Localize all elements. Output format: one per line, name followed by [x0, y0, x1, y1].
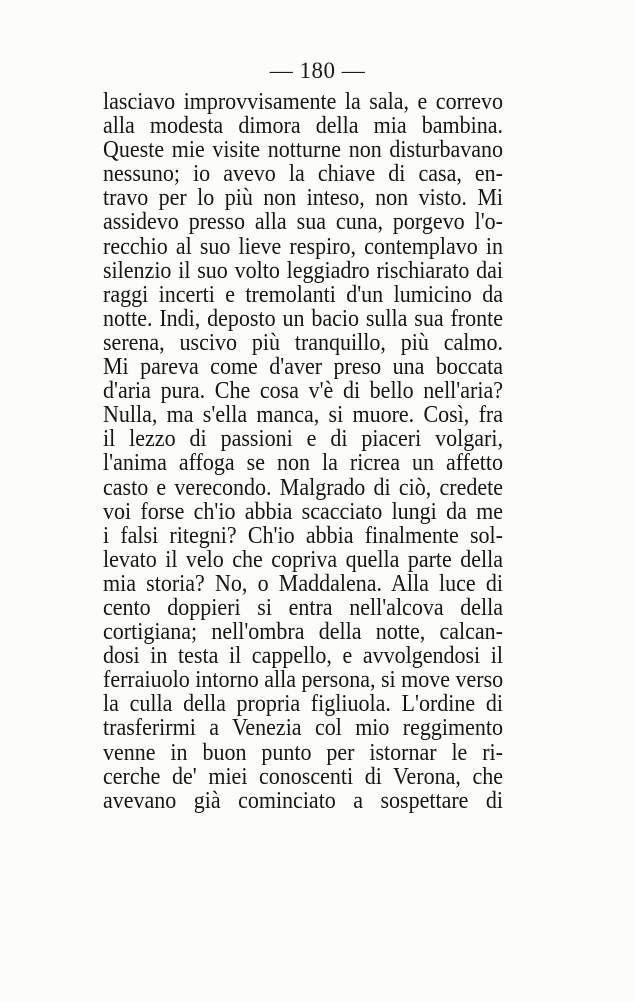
text-line: recchio al suo lieve respiro, contemplavo in: [103, 230, 503, 259]
text-line: nessuno; io avevo la chiave di casa, en-: [103, 158, 503, 187]
text-line: il lezzo di passioni e di piaceri volgari,: [103, 423, 503, 452]
text-line: notte. Indi, deposto un bacio sulla sua fronte: [103, 303, 503, 332]
text-line: travo per lo più non inteso, non visto. Mi: [103, 182, 503, 211]
text-line: Nulla, ma s'ella manca, si muore. Così, fra: [103, 399, 503, 428]
text-line: alla modesta dimora della mia bambina.: [103, 110, 503, 139]
text-line: serena, uscivo più tranquillo, più calmo.: [103, 327, 503, 356]
text-line: ferraiuolo intorno alla persona, si move verso: [103, 664, 504, 693]
body-text: [103, 86, 504, 814]
text-line: mia storia? No, o Maddalena. Alla luce di: [103, 568, 503, 597]
text-line: avevano già cominciato a sospettare di: [103, 785, 503, 814]
text-line: d'aria pura. Che cosa v'è di bello nell'aria?: [103, 375, 503, 404]
text-line: lasciavo improvvisamente la sala, e correvo: [103, 86, 503, 115]
text-line: assidevo presso alla sua cuna, porgevo l'o-: [103, 206, 503, 235]
text-line: raggi incerti e tremolanti d'un lumicino da: [103, 279, 503, 308]
text-line: i falsi ritegni? Ch'io abbia finalmente sol-: [103, 520, 503, 549]
text-line: levato il velo che copriva quella parte della: [103, 544, 503, 573]
text-line: silenzio il suo volto leggiadro rischiarato dai: [103, 255, 503, 284]
text-line: dosi in testa il cappello, e avvolgendosi il: [103, 640, 503, 669]
text-line: cento doppieri si entra nell'alcova della: [103, 592, 503, 621]
text-line: trasferirmi a Venezia col mio reggimento: [103, 712, 503, 741]
text-line: voi forse ch'io abbia scacciato lungi da me: [103, 496, 503, 525]
text-line: Mi pareva come d'aver preso una boccata: [103, 351, 503, 380]
text-line: la culla della propria figliuola. L'ordine di: [103, 688, 503, 717]
text-line: l'anima affoga se non la ricrea un affetto: [103, 447, 503, 476]
text-line: venne in buon punto per istornar le ri-: [103, 736, 503, 765]
page-number: — 180 —: [269, 58, 366, 83]
text-line: cerche de' miei conoscenti di Verona, che: [103, 761, 503, 790]
text-line: cortigiana; nell'ombra della notte, calcan-: [103, 616, 503, 645]
text-line: casto e verecondo. Malgrado di ciò, credete: [103, 471, 503, 500]
text-line: Queste mie visite notturne non disturbavano: [103, 134, 503, 163]
